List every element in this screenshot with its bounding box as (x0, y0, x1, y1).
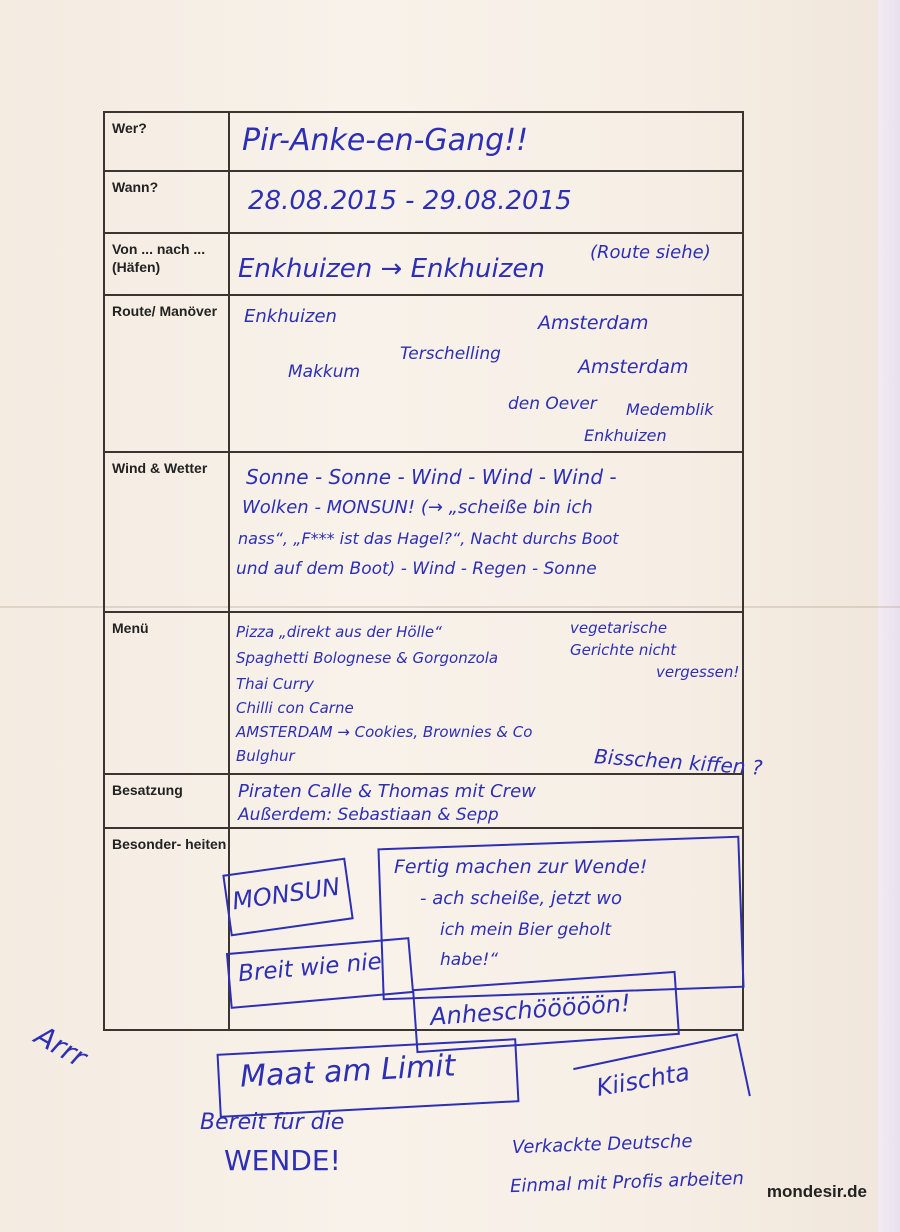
label-besonderheiten: Besonder- heiten (104, 828, 229, 1030)
wende-line-1: Fertig machen zur Wende! (394, 856, 648, 878)
value-route (229, 295, 743, 452)
date-text: 28.08.2015 - 29.08.2015 (248, 186, 572, 216)
menu-note-3: vergessen! (656, 663, 740, 681)
route-makkum: Makkum (288, 362, 361, 382)
bereit-line-1: Bereit für die (200, 1110, 345, 1135)
label-von-nach: Von ... nach ... (Häfen) (104, 233, 229, 295)
wende-line-2: - ach scheiße, jetzt wo (420, 888, 622, 909)
value-wann (229, 171, 743, 233)
maat-text: Maat am Limit (239, 1048, 457, 1095)
value-wind-wetter (229, 452, 743, 612)
menu-line-4: Chilli con Carne (236, 699, 354, 717)
weather-line-3: nass“, „F*** ist das Hagel?“, Nacht durchs Boot (238, 529, 619, 548)
crew-line-2: Außerdem: Sebastiaan & Sepp (238, 805, 499, 825)
verkackte-line-2: Einmal mit Profis arbeiten (509, 1167, 745, 1198)
menu-note-2: Gerichte nicht (570, 641, 677, 659)
harbours-text: Enkhuizen → Enkhuizen (238, 254, 545, 284)
anheschoen-text: Anheschööööön! (429, 989, 632, 1031)
route-enkhuizen-1: Enkhuizen (244, 306, 337, 327)
watermark: mondesir.de (766, 1182, 867, 1201)
route-terschelling: Terschelling (400, 344, 501, 364)
route-enkhuizen-2: Enkhuizen (584, 426, 667, 445)
paper-edge (878, 0, 900, 1232)
monsun-text: MONSUN (230, 872, 342, 916)
verkackte-line-1: Verkackte Deutsche (511, 1130, 693, 1159)
value-wer (229, 112, 743, 171)
route-amsterdam-1: Amsterdam (538, 312, 649, 334)
menu-line-2: Spaghetti Bolognese & Gorgonzola (236, 649, 499, 667)
crew-line-1: Piraten Calle & Thomas mit Crew (238, 781, 536, 802)
kiffen-text: Bisschen kiffen ? (593, 744, 764, 780)
menu-line-1: Pizza „direkt aus der Hölle“ (236, 623, 442, 641)
label-route: Route/ Manöver (104, 295, 229, 452)
label-menu: Menü (104, 612, 229, 774)
label-wann: Wann? (104, 171, 229, 233)
bereit-line-2: WENDE! (224, 1144, 341, 1177)
route-note: (Route siehe) (590, 242, 711, 263)
menu-note-1: vegetarische (570, 619, 668, 637)
route-amsterdam-2: Amsterdam (578, 356, 689, 378)
who-text: Pir-Anke-en-Gang!! (242, 123, 529, 158)
menu-line-3: Thai Curry (236, 675, 314, 693)
wende-line-3: ich mein Bier geholt (440, 920, 612, 940)
label-wind-wetter: Wind & Wetter (104, 452, 229, 612)
breit-text: Breit wie nie (237, 948, 383, 988)
menu-line-6: Bulghur (236, 747, 295, 765)
route-medemblik: Medemblik (626, 400, 714, 419)
menu-line-5: AMSTERDAM → Cookies, Brownies & Co (236, 723, 533, 741)
route-den-oever: den Oever (508, 394, 597, 414)
weather-line-4: und auf dem Boot) - Wind - Regen - Sonne (236, 559, 597, 579)
wende-line-4: habe!“ (440, 950, 499, 970)
weather-line-2: Wolken - MONSUN! (→ „scheiße bin ich (242, 497, 593, 518)
kiischta-text: Kiischta (594, 1058, 692, 1102)
value-besatzung (229, 774, 743, 828)
weather-line-1: Sonne - Sonne - Wind - Wind - Wind - (246, 465, 617, 489)
value-von-nach (229, 233, 743, 295)
label-besatzung: Besatzung (104, 774, 229, 828)
label-wer: Wer? (104, 112, 229, 171)
arrr-text: Arrr (29, 1018, 93, 1075)
